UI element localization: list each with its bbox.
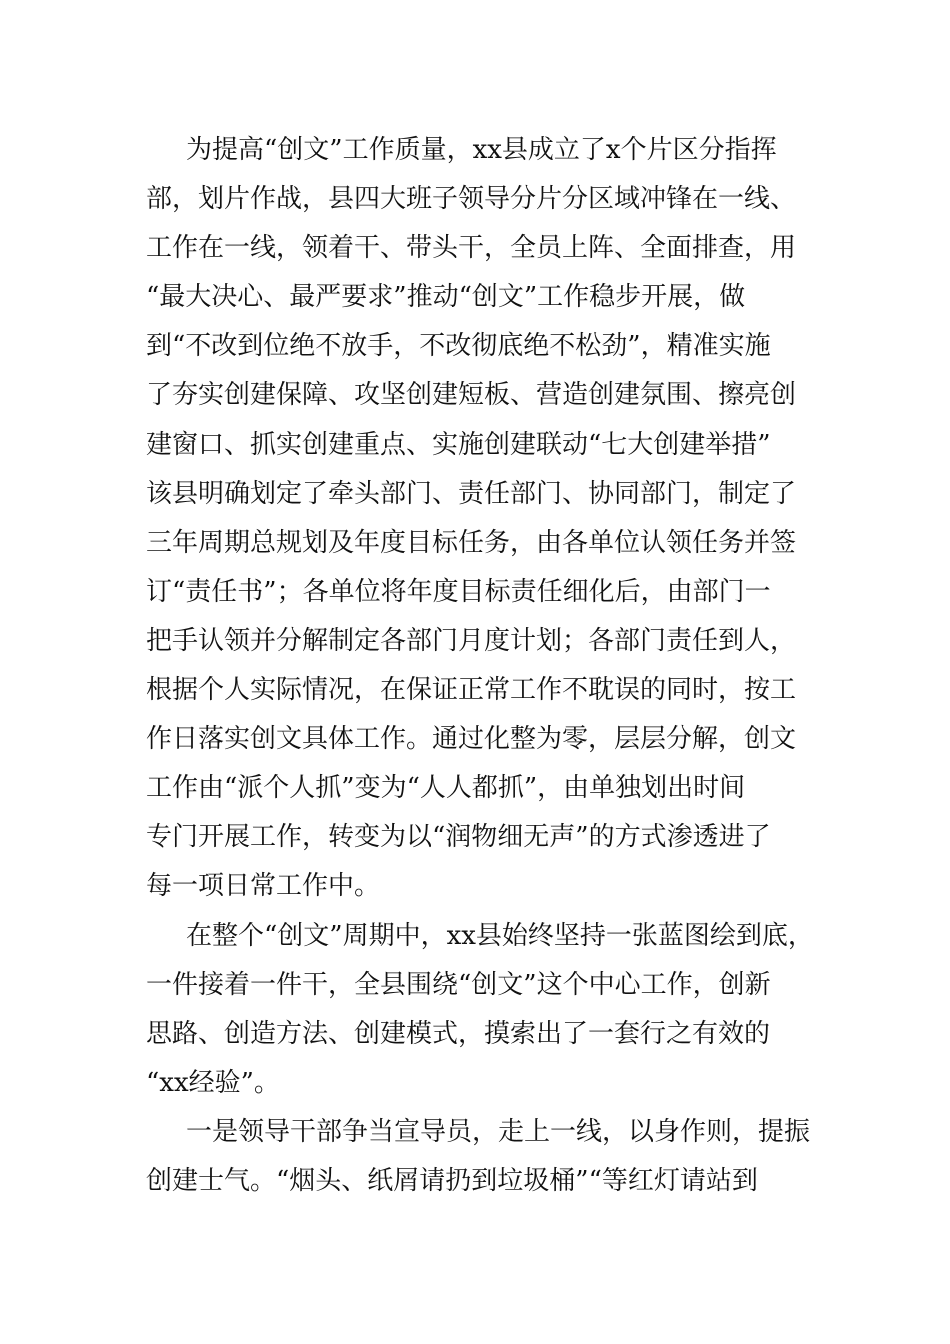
paragraph-1-line-15: 专门开展工作，转变为以“润物细无声”的方式渗透进了 xyxy=(146,822,771,853)
paragraph-2-line-4: “xx经验”。 xyxy=(146,1067,280,1098)
paragraph-1-line-4: “最大决心、最严要求”推动“创文”工作稳步开展，做 xyxy=(146,282,746,313)
paragraph-2-line-1: 在整个“创文”周期中，xx县始终坚持一张蓝图绘到底， xyxy=(186,920,814,951)
paragraph-1-line-5: 到“不改到位绝不放手，不改彻底绝不松劲”，精准实施 xyxy=(146,331,771,362)
paragraph-1-line-11: 把手认领并分解制定各部门月度计划；各部门责任到人， xyxy=(146,625,797,656)
paragraph-1-line-13: 作日落实创文具体工作。通过化整为零，层层分解，创文 xyxy=(146,724,797,755)
paragraph-1-line-2: 部，划片作战，县四大班子领导分片分区域冲锋在一线、 xyxy=(146,184,797,215)
paragraph-1-line-1: 为提高“创文”工作质量，xx县成立了x个片区分指挥 xyxy=(186,135,777,165)
paragraph-1-line-7: 建窗口、抓实创建重点、实施创建联动“七大创建举措” xyxy=(146,429,771,460)
paragraph-1-line-14: 工作由“派个人抓”变为“人人都抓”，由单独划出时间 xyxy=(146,773,746,804)
paragraph-1-line-16: 每一项日常工作中。 xyxy=(146,871,381,902)
paragraph-3-line-2: 创建士气。“烟头、纸屑请扔到垃圾桶”“等红灯请站到 xyxy=(146,1165,758,1196)
paragraph-1-line-6: 了夯实创建保障、攻坚创建短板、营造创建氛围、擦亮创 xyxy=(146,380,797,411)
paragraph-3-line-1: 一是领导干部争当宣导员，走上一线，以身作则，提振 xyxy=(186,1116,811,1147)
paragraph-1-line-8: 该县明确划定了牵头部门、责任部门、协同部门，制定了 xyxy=(146,478,797,509)
paragraph-1-line-3: 工作在一线，领着干、带头干，全员上阵、全面排查，用 xyxy=(146,233,797,264)
paragraph-1-line-12: 根据个人实际情况，在保证正常工作不耽误的同时，按工 xyxy=(146,675,797,706)
paragraph-2-line-2: 一件接着一件干，全县围绕“创文”这个中心工作，创新 xyxy=(146,969,771,1000)
paragraph-1-line-9: 三年周期总规划及年度目标任务，由各单位认领任务并签 xyxy=(146,527,797,558)
paragraph-1-line-10: 订“责任书”；各单位将年度目标责任细化后，由部门一 xyxy=(146,576,771,607)
document-body xyxy=(146,126,826,1206)
paragraph-2-line-3: 思路、创造方法、创建模式，摸索出了一套行之有效的 xyxy=(146,1018,771,1049)
